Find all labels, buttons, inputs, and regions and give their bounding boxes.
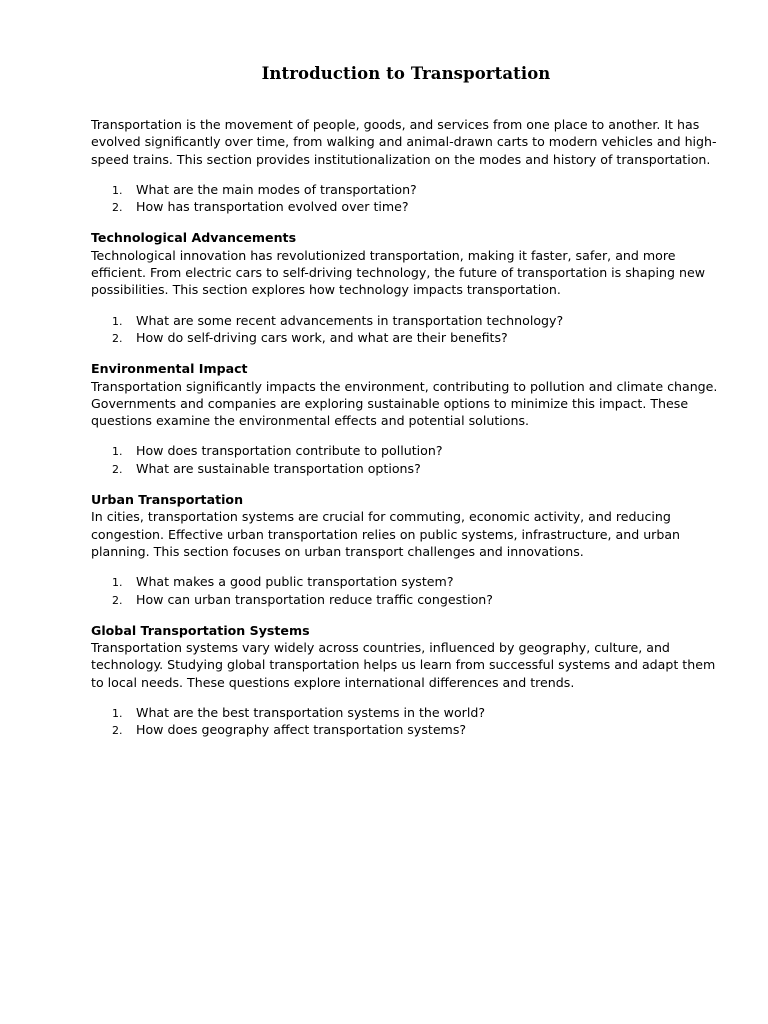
question-text: What are some recent advancements in transportation technology? <box>136 312 564 328</box>
section-question-list <box>91 573 731 608</box>
question-item <box>91 442 731 459</box>
question-number: 2. <box>112 201 123 215</box>
question-item <box>91 312 731 329</box>
section-technological-advancements <box>91 229 731 346</box>
question-number: 1. <box>112 576 123 590</box>
question-number: 1. <box>112 314 123 328</box>
question-number: 2. <box>112 462 123 476</box>
question-text: How do self-driving cars work, and what are their benefits? <box>136 329 508 345</box>
intro-section <box>91 116 731 215</box>
question-text: How can urban transportation reduce traffic congestion? <box>136 591 493 607</box>
question-number: 2. <box>112 331 123 345</box>
section-question-list <box>91 312 731 347</box>
section-heading: Technological Advancements <box>91 230 297 246</box>
section-global-transportation-systems <box>91 622 731 739</box>
intro-question-list <box>91 181 731 216</box>
question-number: 1. <box>112 445 123 459</box>
question-item <box>91 329 731 346</box>
question-item <box>91 181 731 198</box>
question-text: What are the main modes of transportation? <box>136 181 417 197</box>
question-number: 2. <box>112 724 123 738</box>
question-number: 2. <box>112 593 123 607</box>
question-item <box>91 591 731 608</box>
section-paragraph: Transportation significantly impacts the environment, contributing to pollution and climate change. Governments and companies are exploring sustainable options to minimize this impact. These questions examine the environmental effects and potential solutions. <box>91 378 718 429</box>
question-number: 1. <box>112 707 123 721</box>
section-paragraph: Transportation systems vary widely across countries, influenced by geography, culture, and technology. Studying global transportation helps us learn from successful systems and adapt them to local needs. These questions explore international differences and trends. <box>91 640 716 690</box>
question-item <box>91 704 731 721</box>
question-item <box>91 460 731 477</box>
document-body <box>91 116 731 753</box>
section-urban-transportation <box>91 491 731 608</box>
question-item <box>91 198 731 215</box>
section-paragraph: In cities, transportation systems are crucial for commuting, economic activity, and reducing congestion. Effective urban transportation relies on public systems, infrastructure, and urban planning. This section focuses on urban transport challenges and innovations. <box>91 509 681 559</box>
question-text: How does transportation contribute to pollution? <box>136 443 443 459</box>
question-item <box>91 721 731 738</box>
section-heading: Urban Transportation <box>91 492 244 508</box>
question-text: What makes a good public transportation system? <box>136 574 454 590</box>
document-title: Introduction to Transportation <box>261 64 551 83</box>
question-text: What are the best transportation systems in the world? <box>136 705 486 721</box>
section-heading: Global Transportation Systems <box>91 622 310 638</box>
section-paragraph: Technological innovation has revolutionized transportation, making it faster, safer, and more efficient. From electric cars to self-driving technology, the future of transportation is shaping new possibilities. This section explores how technology impacts transportation. <box>91 247 706 298</box>
question-number: 1. <box>112 183 123 197</box>
section-question-list <box>91 442 731 477</box>
question-text: How does geography affect transportation systems? <box>136 722 467 738</box>
question-item <box>91 573 731 590</box>
section-question-list <box>91 704 731 739</box>
section-heading: Environmental Impact <box>91 361 248 377</box>
question-text: How has transportation evolved over time? <box>136 199 409 215</box>
question-text: What are sustainable transportation options? <box>136 460 421 476</box>
intro-paragraph: Transportation is the movement of people, goods, and services from one place to another. It has evolved significantly over time, from walking and animal-drawn carts to modern vehicles and high-speed trains. This section provides institutionalization on the modes and history of transportation. <box>91 117 717 167</box>
section-environmental-impact <box>91 360 731 477</box>
